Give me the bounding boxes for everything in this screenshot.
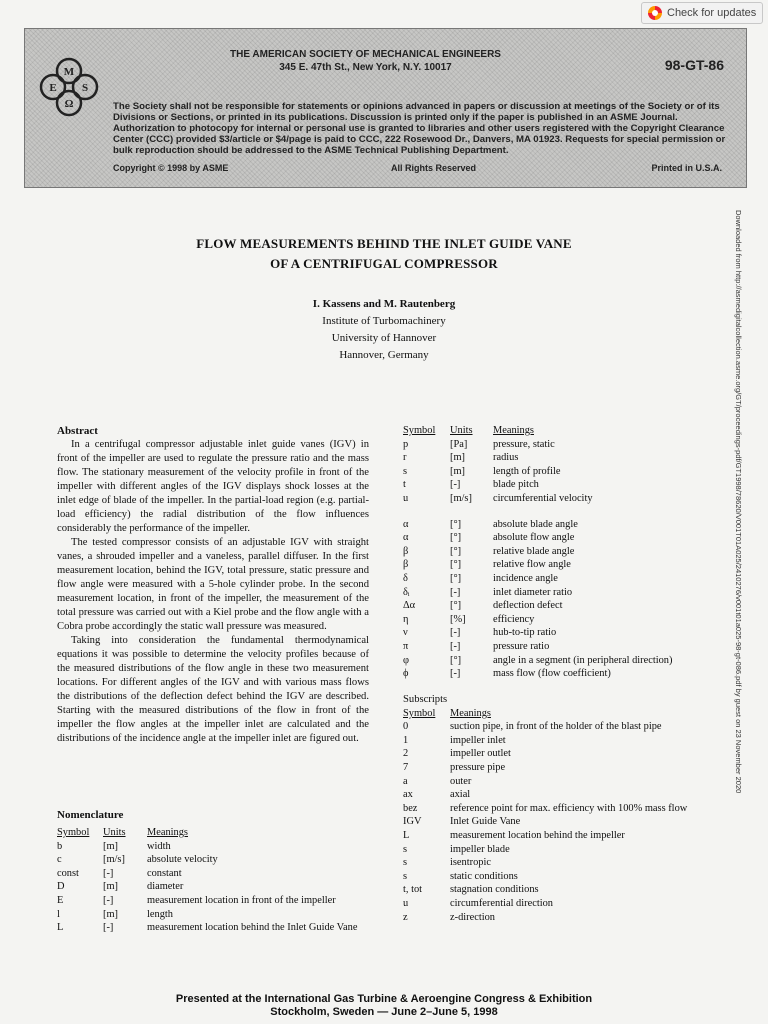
meaning-cell: reference point for max. efficiency with 100% mass flow (450, 802, 688, 814)
units-cell: [m] (450, 465, 466, 477)
col-header-meanings: Meanings (493, 425, 534, 436)
units-cell: [m] (103, 881, 119, 893)
nomenclature-row (403, 478, 593, 492)
units-cell: [m] (450, 452, 466, 464)
units-cell: [m/s] (450, 492, 472, 504)
nomenclature-row (403, 465, 593, 479)
nomenclature-row (403, 613, 672, 627)
symbol-cell: η (403, 613, 409, 625)
meaning-cell: length of profile (493, 465, 561, 477)
col-header-symbol: Symbol (403, 707, 436, 719)
symbol-cell: c (57, 854, 62, 866)
meaning-cell: circumferential direction (450, 898, 553, 909)
meaning-cell: blade pitch (493, 479, 539, 491)
meaning-cell: measurement location behind the impeller (450, 830, 625, 842)
nomenclature-row (403, 531, 672, 545)
units-cell: [-] (103, 894, 114, 906)
paper-title-line2: OF A CENTRIFUGAL COMPRESSOR (270, 256, 498, 271)
paper-number: 98-GT-86 (664, 57, 724, 73)
meaning-cell: impeller outlet (450, 748, 511, 760)
paper-title-line1: FLOW MEASUREMENTS BEHIND THE INLET GUIDE VANE (196, 236, 572, 251)
svg-text:E: E (49, 82, 57, 94)
rights-text: All Rights Reserved (391, 163, 477, 173)
nomenclature-row (403, 572, 672, 586)
conference-location: Stockholm, Sweden — June 2–June 5, 1998 (270, 1006, 498, 1018)
nomenclature-row (403, 518, 672, 532)
affiliation-university: University of Hannover (331, 332, 437, 344)
symbol-cell: β (403, 545, 409, 557)
nomenclature-row (403, 586, 672, 600)
nomenclature-row (57, 894, 357, 908)
units-cell: [-] (450, 640, 461, 652)
nomenclature-table-right (403, 424, 593, 506)
nomenclature-section (57, 808, 377, 935)
meaning-cell: suction pipe, in front of the holder of the blast pipe (450, 721, 662, 733)
subscripts-table (403, 707, 687, 925)
nomenclature-row (403, 492, 593, 506)
nomenclature-row (403, 802, 687, 816)
meaning-cell: mass flow (flow coefficient) (493, 668, 611, 680)
meaning-cell: width (147, 840, 171, 852)
printed-text: Printed in U.S.A. (651, 163, 722, 173)
meaning-cell: pressure, static (493, 438, 555, 450)
meaning-cell: constant (147, 867, 182, 879)
nomenclature-row (403, 883, 687, 897)
units-cell: [°] (450, 559, 462, 571)
symbol-cell: b (57, 840, 63, 852)
meaning-cell: angle in a segment (in peripheral direction) (493, 654, 673, 666)
nomenclature-row (403, 667, 672, 681)
symbol-cell: s (403, 870, 408, 882)
meaning-cell: pressure ratio (493, 640, 550, 652)
col-header-units: Units (450, 425, 473, 436)
meaning-cell: deflection defect (493, 600, 563, 612)
org-address: 345 E. 47th St., New York, N.Y. 10017 (279, 62, 452, 73)
symbol-cell: l (57, 908, 60, 920)
symbol-cell: α (403, 518, 409, 530)
units-cell: [%] (450, 613, 466, 625)
symbol-cell: t (403, 479, 406, 491)
affiliation-institute: Institute of Turbomachinery (322, 315, 446, 327)
nomenclature-row (403, 856, 687, 870)
meaning-cell: measurement location in front of the impeller (147, 894, 336, 906)
symbol-cell: δ (403, 572, 408, 584)
symbol-cell: Δα (403, 600, 416, 612)
nomenclature-row (57, 921, 357, 935)
meaning-cell: outer (450, 775, 472, 787)
abstract-paragraph: Taking into consideration the fundamental thermodynamical equations it was possible to determine the velocity profiles because of the measured distributions of the flow angle in these two measurement locations. For different angles of the IGV and with various mass flows the distributions of the deflection defect behind the IGV are described. Starting with the measured distributions of the flow in front of the impeller the flow angles at the impeller inlet are calculated and the distributions of the incidence angle at the impeller inlet are figured out. (57, 635, 369, 744)
meaning-cell: radius (493, 452, 519, 464)
nomenclature-row (403, 843, 687, 857)
asme-header-banner (24, 28, 747, 188)
units-cell: [°] (450, 532, 462, 544)
copyright-text: Copyright © 1998 by ASME (113, 163, 229, 173)
nomenclature-row (403, 654, 672, 668)
symbol-cell: s (403, 843, 408, 855)
nomenclature-row (403, 761, 687, 775)
units-cell: [-] (450, 668, 461, 680)
symbol-cell: D (57, 881, 65, 893)
symbol-cell: s (403, 857, 408, 869)
units-cell: [°] (450, 654, 462, 666)
nomenclature-row (403, 734, 687, 748)
meaning-cell: impeller blade (450, 843, 510, 855)
units-cell: [-] (450, 479, 461, 491)
abstract-heading: Abstract (57, 425, 98, 437)
nomenclature-row (57, 867, 357, 881)
nomenclature-heading: Nomenclature (57, 809, 124, 821)
symbol-cell: bez (403, 802, 418, 814)
units-cell: [-] (103, 922, 114, 934)
col-header-meanings: Meanings (147, 827, 188, 838)
symbol-cell: L (403, 830, 410, 842)
abstract-paragraph: The tested compressor consists of an adjustable IGV with straight vanes, a shrouded impeller and a vaneless, parallel diffuser. In the first measurement location, behind the IGV, total pressure, static pressure and flow angle were measured with a 5-hole cylinder probe. In the second measurement location, in front of the impeller, the measurement of the total pressure was carried out with a Kiel probe and the flow angle with a Cobra probe accordingly the static wall pressure was measured. (57, 537, 369, 632)
meaning-cell: absolute flow angle (493, 532, 575, 544)
units-cell: [m] (103, 908, 119, 920)
symbol-cell: α (403, 532, 409, 544)
symbol-cell: IGV (403, 816, 422, 828)
meaning-cell: pressure pipe (450, 762, 506, 774)
symbol-cell: p (403, 438, 409, 450)
nomenclature-row (403, 788, 687, 802)
units-cell: [°] (450, 518, 462, 530)
affiliation-city: Hannover, Germany (339, 349, 429, 361)
nomenclature-row (403, 870, 687, 884)
col-header-units: Units (103, 827, 126, 838)
nomenclature-row (403, 815, 687, 829)
meaning-cell: relative flow angle (493, 559, 571, 571)
symbol-cell: ax (403, 789, 413, 801)
meaning-cell: incidence angle (493, 572, 558, 584)
col-header-symbol: Symbol (57, 827, 90, 838)
nomenclature-row (403, 775, 687, 789)
symbol-cell: s (403, 465, 408, 477)
nomenclature-row (403, 451, 593, 465)
nomenclature-row (57, 880, 357, 894)
svg-text:M: M (63, 66, 75, 78)
subscripts-heading: Subscripts (403, 693, 448, 705)
symbol-cell: π (403, 640, 409, 652)
units-cell: [°] (450, 572, 462, 584)
symbol-cell: u (403, 898, 409, 909)
nomenclature-row (403, 640, 672, 654)
units-cell: [°] (450, 545, 462, 557)
nomenclature-row (403, 747, 687, 761)
units-cell: [-] (450, 586, 461, 598)
symbol-cell: β (403, 559, 409, 571)
svg-text:S: S (81, 82, 89, 94)
nomenclature-row (403, 438, 593, 452)
col-header-symbol: Symbol (403, 425, 436, 436)
conference-line: Presented at the International Gas Turbine & Aeroengine Congress & Exhibition (175, 993, 593, 1005)
nomenclature-row (403, 911, 687, 925)
meaning-cell: Inlet Guide Vane (450, 816, 521, 828)
nomenclature-table-left (57, 826, 357, 935)
meaning-cell: isentropic (450, 857, 491, 869)
symbol-cell: φ (403, 654, 409, 666)
units-cell: [Pa] (450, 438, 468, 450)
symbol-cell: const (57, 867, 79, 879)
nomenclature-table-greek (403, 518, 672, 681)
nomenclature-row (403, 829, 687, 843)
nomenclature-row (403, 558, 672, 572)
units-cell: [-] (103, 867, 114, 879)
symbol-cell: δᵢ (403, 586, 410, 598)
symbol-cell: 7 (403, 762, 409, 774)
symbol-cell: a (403, 775, 408, 787)
nomenclature-row (57, 840, 357, 854)
meaning-cell: inlet diameter ratio (493, 586, 573, 598)
meaning-cell: hub-to-tip ratio (493, 627, 557, 639)
meaning-cell: length (147, 908, 173, 920)
abstract-paragraph: In a centrifugal compressor adjustable inlet guide vanes (IGV) in front of the impeller are used to regulate the pressure ratio and the mass flow. The stationary measurement of the velocity profile in front of the impeller with different angles of the IGV displays shock losses at the inlet edge of blade of the impeller. In the partial-load region (e.g. partial-load efficiency) the radial distribution of the flow influences considerably the performance of the impeller. (57, 439, 369, 534)
meaning-cell: relative blade angle (493, 545, 575, 557)
meaning-cell: absolute blade angle (493, 518, 578, 530)
disclaimer-text: The Society shall not be responsible for statements or opinions advanced in papers or discussion at meetings of the Society or of its Divisions or Sections, or printed in its publications. Discussion is printed only if the paper is published in an ASME Journal. Authorization to photocopy for internal or personal use is granted to libraries and other users registered with the Copyright Clearance Center (CCC) provided $3/article or $4/page is paid to CCC, 222 Rosewood Dr., Danvers, MA 01923. Requests for special permission or bulk reproduction should be addressed to the ASME Technical Publishing Department. (113, 101, 726, 156)
nomenclature-row (403, 626, 672, 640)
download-note: Downloaded from http://asmedigitalcollection.asme.org/GT/proceedings-pdf/GT1998/78620/V001T01A025/2410276/v001t01a025-98-gt-086.pdf by guest on 23 November 2020 (734, 210, 743, 794)
crossmark-icon (648, 6, 662, 20)
symbol-cell: 2 (403, 748, 409, 760)
units-cell: [m] (103, 840, 119, 852)
symbol-cell: z (403, 911, 408, 923)
meaning-cell: axial (450, 789, 471, 801)
meaning-cell: circumferential velocity (493, 492, 593, 504)
symbol-cell: 0 (403, 721, 409, 733)
units-cell: [-] (450, 627, 461, 639)
meaning-cell: z-direction (450, 911, 496, 923)
units-cell: [m/s] (103, 854, 125, 866)
meaning-cell: impeller inlet (450, 734, 506, 746)
meaning-cell: static conditions (450, 870, 518, 882)
meaning-cell: efficiency (493, 613, 535, 625)
nomenclature-row (403, 720, 687, 734)
symbol-cell: 1 (403, 734, 409, 746)
symbol-cell: E (57, 894, 64, 906)
nomenclature-row (57, 908, 357, 922)
org-name: THE AMERICAN SOCIETY OF MECHANICAL ENGINEERS (230, 49, 501, 60)
symbol-cell: u (403, 492, 409, 504)
symbol-cell: L (57, 922, 64, 934)
svg-text:Ω: Ω (64, 98, 74, 110)
col-header-meanings: Meanings (450, 707, 491, 719)
meaning-cell: absolute velocity (147, 854, 218, 866)
check-for-updates-button[interactable] (641, 2, 763, 24)
nomenclature-row (403, 545, 672, 559)
nomenclature-row (57, 853, 357, 867)
nomenclature-row (403, 897, 687, 911)
meaning-cell: measurement location behind the Inlet Guide Vane (147, 922, 358, 934)
nomenclature-right-section (403, 424, 703, 924)
meaning-cell: diameter (147, 881, 184, 893)
symbol-cell: ϕ (403, 668, 409, 680)
symbol-cell: r (403, 452, 407, 464)
abstract-section (57, 424, 369, 746)
nomenclature-row (403, 599, 672, 613)
authors: I. Kassens and M. Rautenberg (312, 298, 456, 310)
check-for-updates-label: Check for updates (667, 7, 757, 19)
meaning-cell: stagnation conditions (450, 884, 539, 896)
symbol-cell: t, tot (403, 884, 423, 896)
symbol-cell: ν (403, 627, 408, 639)
units-cell: [°] (450, 600, 462, 612)
